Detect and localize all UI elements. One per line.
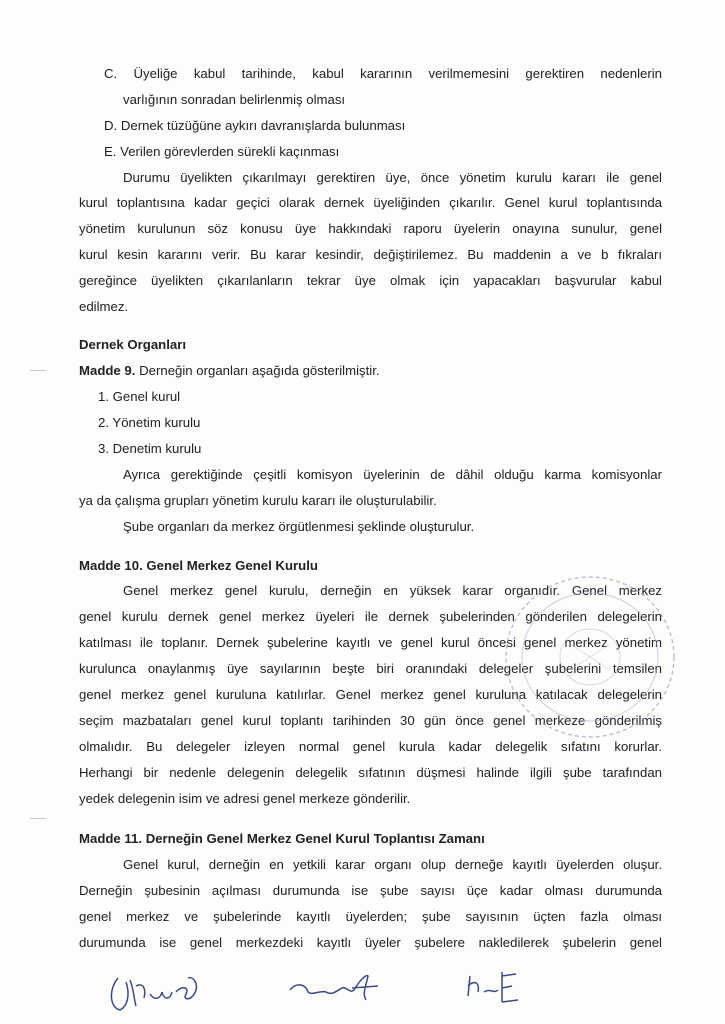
paragraph-line: Şube organları da merkez örgütlenmesi şeklinde oluşturulur.: [123, 519, 475, 534]
paragraph-line: Genel kurul, derneğin en yetkili karar organı olup derneğe kayıtlı üyelerden oluşur.: [123, 857, 662, 872]
paragraph-line: Ayrıca gerektiğinde çeşitli komisyon üyelerinin de dâhil olduğu karma komisyonlar: [123, 467, 662, 482]
signature: [100, 960, 210, 1020]
signature: [282, 960, 392, 1010]
section-heading-organs: Dernek Organları: [79, 337, 187, 352]
paragraph-line: olmalıdır. Bu delegeler izleyen normal genel kurula kadar delegelik sıfatını korurlar.: [79, 739, 662, 754]
paragraph-line: durumunda ise genel merkezdeki kayıtlı üyeler şubelere nakledilerek şubelerin genel: [79, 935, 662, 950]
margin-mark: [30, 370, 46, 371]
article-9-text: Derneğin organları aşağıda gösterilmiştir.: [139, 363, 380, 378]
paragraph-line: kurul kesin kararını verir. Bu karar kesindir, değiştirilemez. Bu maddenin a ve b fıkraları: [79, 247, 662, 262]
paragraph-line: katılması ile toplanır. Dernek şubelerine kayıtlı ve genel kurul öncesi genel merkez yönetim: [79, 635, 662, 650]
organ-item: 1. Genel kurul: [98, 389, 181, 404]
paragraph-line: edilmez.: [79, 299, 129, 314]
paragraph-line: genel kurulu dernek genel merkez üyeleri ile dernek şubelerinden gönderilen delegelerin: [79, 609, 662, 624]
signature: [460, 962, 530, 1012]
paragraph-line: yedek delegenin isim ve adresi genel merkeze gönderilir.: [79, 791, 411, 806]
paragraph-line: seçim mazbataları genel kurul toplantı tarihinden 30 gün önce genel merkeze gönderilmiş: [79, 713, 662, 728]
paragraph-line: Herhangi bir nedenle delegenin delegelik sıfatının düşmesi halinde ilgili şube tarafından: [79, 765, 662, 780]
association-stamp: [500, 572, 680, 742]
article-9-label: Madde 9.: [79, 363, 136, 378]
paragraph-line: ya da çalışma grupları yönetim kurulu kararı ile oluşturulabilir.: [79, 493, 437, 508]
organ-item: 3. Denetim kurulu: [98, 441, 202, 456]
paragraph-line: kurul toplantısına kadar geçici olarak dernek üyeliğinden çıkarılır. Genel kurul toplantısında: [79, 195, 662, 210]
paragraph-line: yönetim kurulunun söz konusu üye hakkındaki raporu üyelerin onayına sunulur, genel: [79, 221, 662, 236]
paragraph-line: Genel merkez genel kurulu, derneğin en yüksek karar organıdır. Genel merkez: [123, 583, 662, 598]
margin-mark: [30, 818, 46, 819]
paragraph-line: genel merkez ve şubelerinde kayıtlı üyelerden; şube sayısının üçten fazla olması: [79, 909, 662, 924]
paragraph-line: genel merkez genel kuruluna katılırlar. Genel merkez genel kuruluna katılacak delegelerin: [79, 687, 662, 702]
paragraph-line: Durumu üyelikten çıkarılmayı gerektiren üye, önce yönetim kurulu kararı ile genel: [123, 170, 662, 185]
list-item-c-line2: varlığının sonradan belirlenmiş olması: [123, 92, 346, 107]
list-item-e: E. Verilen görevlerden sürekli kaçınması: [104, 144, 340, 159]
paragraph-line: kurulunca onaylanmış üye sayılarının beşte biri oranındaki delegeler şubelerini temsilen: [79, 661, 662, 676]
article-10-heading: Madde 10. Genel Merkez Genel Kurulu: [79, 558, 318, 573]
article-9-line: [79, 364, 380, 377]
organ-item: 2. Yönetim kurulu: [98, 415, 201, 430]
paragraph-line: Derneğin şubesinin açılması durumunda ise şube sayısı üçe kadar olması durumunda: [79, 883, 662, 898]
article-11-heading: Madde 11. Derneğin Genel Merkez Genel Kurul Toplantısı Zamanı: [79, 831, 485, 846]
list-item-d: D. Dernek tüzüğüne aykırı davranışlarda bulunması: [104, 118, 406, 133]
list-item-c-line1: C. Üyeliğe kabul tarihinde, kabul kararının verilmemesini gerektiren nedenlerin: [104, 66, 662, 81]
paragraph-line: gereğince üyelikten çıkarılanların tekrar üye olmak için yapacakları başvurular kabul: [79, 273, 662, 288]
